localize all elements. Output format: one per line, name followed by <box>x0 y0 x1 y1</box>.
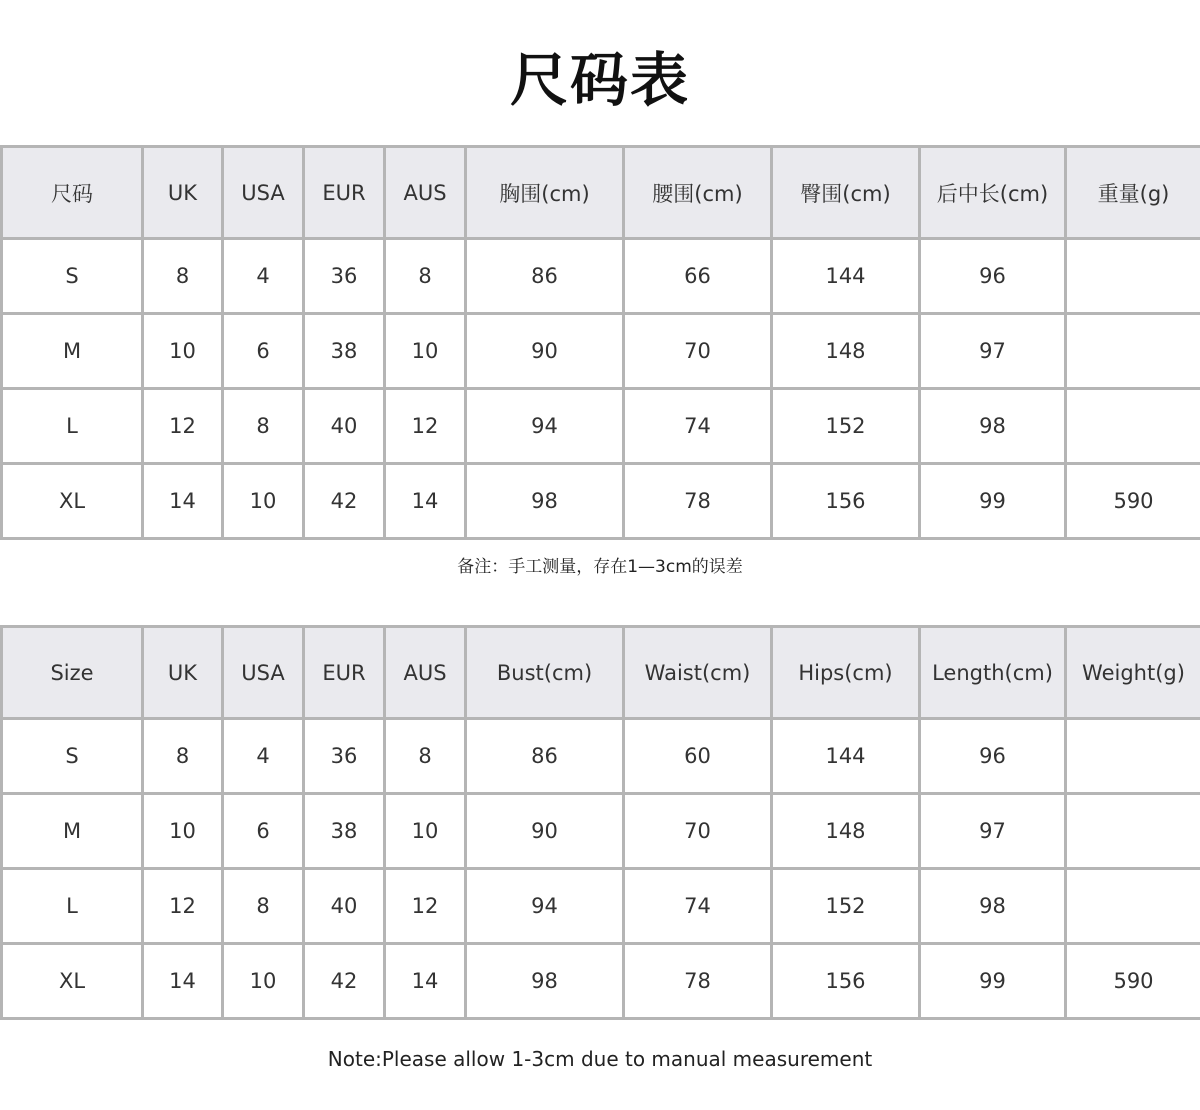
table-row <box>2 869 1200 944</box>
column-header-waist: Waist(cm) <box>624 627 772 719</box>
measurement-note-english: Note:Please allow 1-3cm due to manual measurement <box>327 1047 873 1071</box>
table-cell <box>1066 389 1200 464</box>
column-header-bust: 胸围(cm) <box>466 147 624 239</box>
column-header-hips: 臀围(cm) <box>772 147 920 239</box>
column-header-eur: EUR <box>304 627 385 719</box>
table-cell: 70 <box>624 794 772 869</box>
table-cell: M <box>2 314 143 389</box>
table-cell: XL <box>2 944 143 1019</box>
table-cell: 12 <box>143 869 223 944</box>
table-cell: 590 <box>1066 944 1200 1019</box>
table-cell <box>1066 869 1200 944</box>
table-cell: 78 <box>624 944 772 1019</box>
table-cell <box>1066 314 1200 389</box>
table-cell: 152 <box>772 869 920 944</box>
table-cell: 12 <box>143 389 223 464</box>
table-cell: 6 <box>223 314 304 389</box>
table-cell: 156 <box>772 944 920 1019</box>
table-cell: 8 <box>223 869 304 944</box>
table-cell: XL <box>2 464 143 539</box>
table-cell: 38 <box>304 794 385 869</box>
table-cell: 4 <box>223 719 304 794</box>
table-cell: S <box>2 239 143 314</box>
column-header-size: Size <box>2 627 143 719</box>
table-cell: 10 <box>143 314 223 389</box>
size-table-chinese <box>0 145 1200 540</box>
table-cell: 12 <box>385 869 466 944</box>
column-header-uk: UK <box>143 147 223 239</box>
table-cell: 94 <box>466 869 624 944</box>
table-row <box>2 314 1200 389</box>
column-header-length: 后中长(cm) <box>920 147 1066 239</box>
table-cell: 60 <box>624 719 772 794</box>
column-header-weight: 重量(g) <box>1066 147 1200 239</box>
measurement-note-chinese: 备注：手工测量，存在1—3cm的误差 <box>457 557 743 577</box>
table-cell: 10 <box>223 944 304 1019</box>
column-header-eur: EUR <box>304 147 385 239</box>
column-header-aus: AUS <box>385 147 466 239</box>
table-cell: 98 <box>466 944 624 1019</box>
table-cell: 144 <box>772 719 920 794</box>
table-row <box>2 944 1200 1019</box>
table-cell: 99 <box>920 944 1066 1019</box>
table-row <box>2 239 1200 314</box>
column-header-bust: Bust(cm) <box>466 627 624 719</box>
column-header-waist: 腰围(cm) <box>624 147 772 239</box>
table-cell: 66 <box>624 239 772 314</box>
table-header-row <box>2 147 1200 239</box>
table-cell: 590 <box>1066 464 1200 539</box>
column-header-aus: AUS <box>385 627 466 719</box>
table-cell: 10 <box>385 794 466 869</box>
table-cell: 98 <box>920 389 1066 464</box>
table-cell: 42 <box>304 464 385 539</box>
table-cell: 42 <box>304 944 385 1019</box>
table-cell: 14 <box>385 464 466 539</box>
table-cell: 94 <box>466 389 624 464</box>
table-cell: L <box>2 869 143 944</box>
table-cell: 86 <box>466 239 624 314</box>
table-cell: 4 <box>223 239 304 314</box>
table-cell: 74 <box>624 389 772 464</box>
table-cell: 156 <box>772 464 920 539</box>
table-cell: 10 <box>143 794 223 869</box>
table-cell: M <box>2 794 143 869</box>
table-row <box>2 389 1200 464</box>
table-cell: 14 <box>385 944 466 1019</box>
table-cell: 40 <box>304 869 385 944</box>
table-cell: 14 <box>143 944 223 1019</box>
page-title: 尺码表 <box>509 46 690 114</box>
table-cell <box>1066 794 1200 869</box>
table-cell: 12 <box>385 389 466 464</box>
table-cell: 148 <box>772 794 920 869</box>
table-cell: 10 <box>385 314 466 389</box>
table-cell: 36 <box>304 239 385 314</box>
column-header-size: 尺码 <box>2 147 143 239</box>
table-cell: 8 <box>223 389 304 464</box>
column-header-length: Length(cm) <box>920 627 1066 719</box>
table-cell: 96 <box>920 719 1066 794</box>
table-cell: S <box>2 719 143 794</box>
table-cell: 38 <box>304 314 385 389</box>
table-cell: 36 <box>304 719 385 794</box>
table-cell: 10 <box>223 464 304 539</box>
table-header-row <box>2 627 1200 719</box>
table-row <box>2 794 1200 869</box>
table-cell: 70 <box>624 314 772 389</box>
table-cell: 78 <box>624 464 772 539</box>
table-cell: 74 <box>624 869 772 944</box>
table-cell: 90 <box>466 314 624 389</box>
table-cell: 148 <box>772 314 920 389</box>
size-table-english <box>0 625 1200 1020</box>
table-cell: 97 <box>920 794 1066 869</box>
table-cell: 8 <box>385 239 466 314</box>
table-row <box>2 719 1200 794</box>
table-cell: L <box>2 389 143 464</box>
table-cell: 6 <box>223 794 304 869</box>
table-cell <box>1066 719 1200 794</box>
column-header-usa: USA <box>223 147 304 239</box>
table-cell: 8 <box>143 239 223 314</box>
table-row <box>2 464 1200 539</box>
column-header-usa: USA <box>223 627 304 719</box>
table-cell: 98 <box>920 869 1066 944</box>
table-cell: 144 <box>772 239 920 314</box>
table-cell: 98 <box>466 464 624 539</box>
table-cell: 99 <box>920 464 1066 539</box>
table-cell: 86 <box>466 719 624 794</box>
table-cell: 8 <box>385 719 466 794</box>
table-cell: 8 <box>143 719 223 794</box>
table-cell: 90 <box>466 794 624 869</box>
table-cell: 40 <box>304 389 385 464</box>
column-header-uk: UK <box>143 627 223 719</box>
column-header-weight: Weight(g) <box>1066 627 1200 719</box>
table-cell: 152 <box>772 389 920 464</box>
column-header-hips: Hips(cm) <box>772 627 920 719</box>
table-cell <box>1066 239 1200 314</box>
table-cell: 14 <box>143 464 223 539</box>
table-cell: 97 <box>920 314 1066 389</box>
table-cell: 96 <box>920 239 1066 314</box>
